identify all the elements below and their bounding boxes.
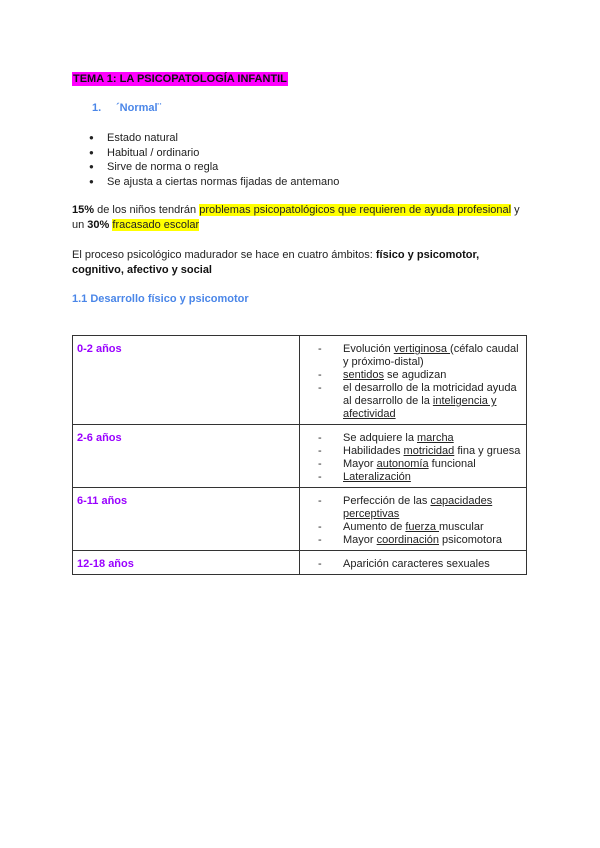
underlined-text: Lateralización [343, 471, 411, 483]
text: funcional [428, 458, 476, 470]
milestone-item [304, 534, 522, 547]
milestone-item [304, 445, 522, 458]
text: de los niños tendrán [94, 204, 200, 216]
text: (céfalo caudal y próximo-distal) [343, 343, 519, 368]
text: el desarrollo de la motricidad ayuda al desarrollo de la [343, 382, 517, 407]
milestone-item [304, 343, 522, 369]
milestones-list [304, 432, 522, 484]
development-table [72, 335, 527, 575]
list-item: ● Habitual / ordinario [72, 146, 339, 161]
milestones-list [304, 558, 522, 571]
statistics-paragraph [72, 203, 532, 232]
text: Habilidades [343, 445, 404, 457]
text: Se adquiere la [343, 432, 417, 444]
milestones-cell [300, 551, 527, 575]
milestone-item [304, 495, 522, 521]
subsection-heading: 1.1 Desarrollo físico y psicomotor [72, 293, 249, 305]
underlined-text: sentidos [343, 369, 384, 381]
milestone-item [304, 521, 522, 534]
milestones-list [304, 343, 522, 421]
table-row [73, 488, 527, 551]
underlined-text: vertiginosa [393, 343, 451, 355]
list-item: ● Sirve de norma o regla [72, 160, 339, 175]
milestone-item [304, 432, 522, 445]
age-range: 6-11 años [73, 488, 300, 551]
text: Perfección de las [343, 495, 431, 507]
bullet-list [72, 131, 339, 189]
section-heading-normal [92, 102, 161, 114]
text: y un [72, 204, 520, 231]
underlined-text: motricidad [403, 445, 455, 457]
text: Aumento de [343, 521, 406, 533]
highlight: fracasado escolar [112, 218, 200, 231]
milestones-list [304, 495, 522, 547]
text: Mayor [343, 458, 377, 470]
document-title: TEMA 1: LA PSICOPATOLOGÍA INFANTIL [73, 73, 287, 85]
underlined-text: inteligencia y afectividad [343, 395, 497, 420]
milestone-item [304, 471, 522, 484]
age-range: 0-2 años [73, 336, 300, 425]
table-row [73, 425, 527, 488]
text: Mayor [343, 534, 377, 546]
underlined-text: autonomía [376, 458, 429, 470]
underlined-text: capacidades perceptivas [343, 495, 493, 520]
table-row [73, 551, 527, 575]
text: muscular [439, 521, 484, 533]
age-range: 12-18 años [73, 551, 300, 575]
milestone-item [304, 558, 522, 571]
milestones-cell [300, 336, 527, 425]
text: Evolución [343, 343, 394, 355]
milestone-item [304, 458, 522, 471]
percent-15: 15% [72, 204, 95, 216]
milestone-item [304, 369, 522, 382]
text: El proceso psicológico madurador se hace en cuatro ámbitos: [72, 249, 376, 261]
text: se agudizan [383, 369, 447, 381]
milestones-cell [300, 488, 527, 551]
underlined-text: marcha [417, 432, 454, 444]
section-label: ´Normal¨ [116, 102, 162, 114]
underlined-text: fuerza [405, 521, 440, 533]
list-item: ● Estado natural [72, 131, 339, 146]
domains-paragraph [72, 248, 532, 277]
text: Aparición caracteres sexuales [343, 558, 490, 570]
list-item: ● Se ajusta a ciertas normas fijadas de antemano [72, 175, 339, 190]
section-number: 1. [92, 102, 102, 114]
table-row [73, 336, 527, 425]
milestone-item [304, 382, 522, 421]
text: psicomotora [439, 534, 502, 546]
age-range: 2-6 años [73, 425, 300, 488]
milestones-cell [300, 425, 527, 488]
percent-30: 30% [87, 218, 110, 231]
highlight: problemas psicopatológicos que requieren de ayuda profesional [199, 204, 512, 216]
text: fina y gruesa [454, 445, 521, 457]
underlined-text: coordinación [376, 534, 439, 546]
bold-text: físico y psicomotor, cognitivo, afectivo y social [72, 249, 480, 276]
